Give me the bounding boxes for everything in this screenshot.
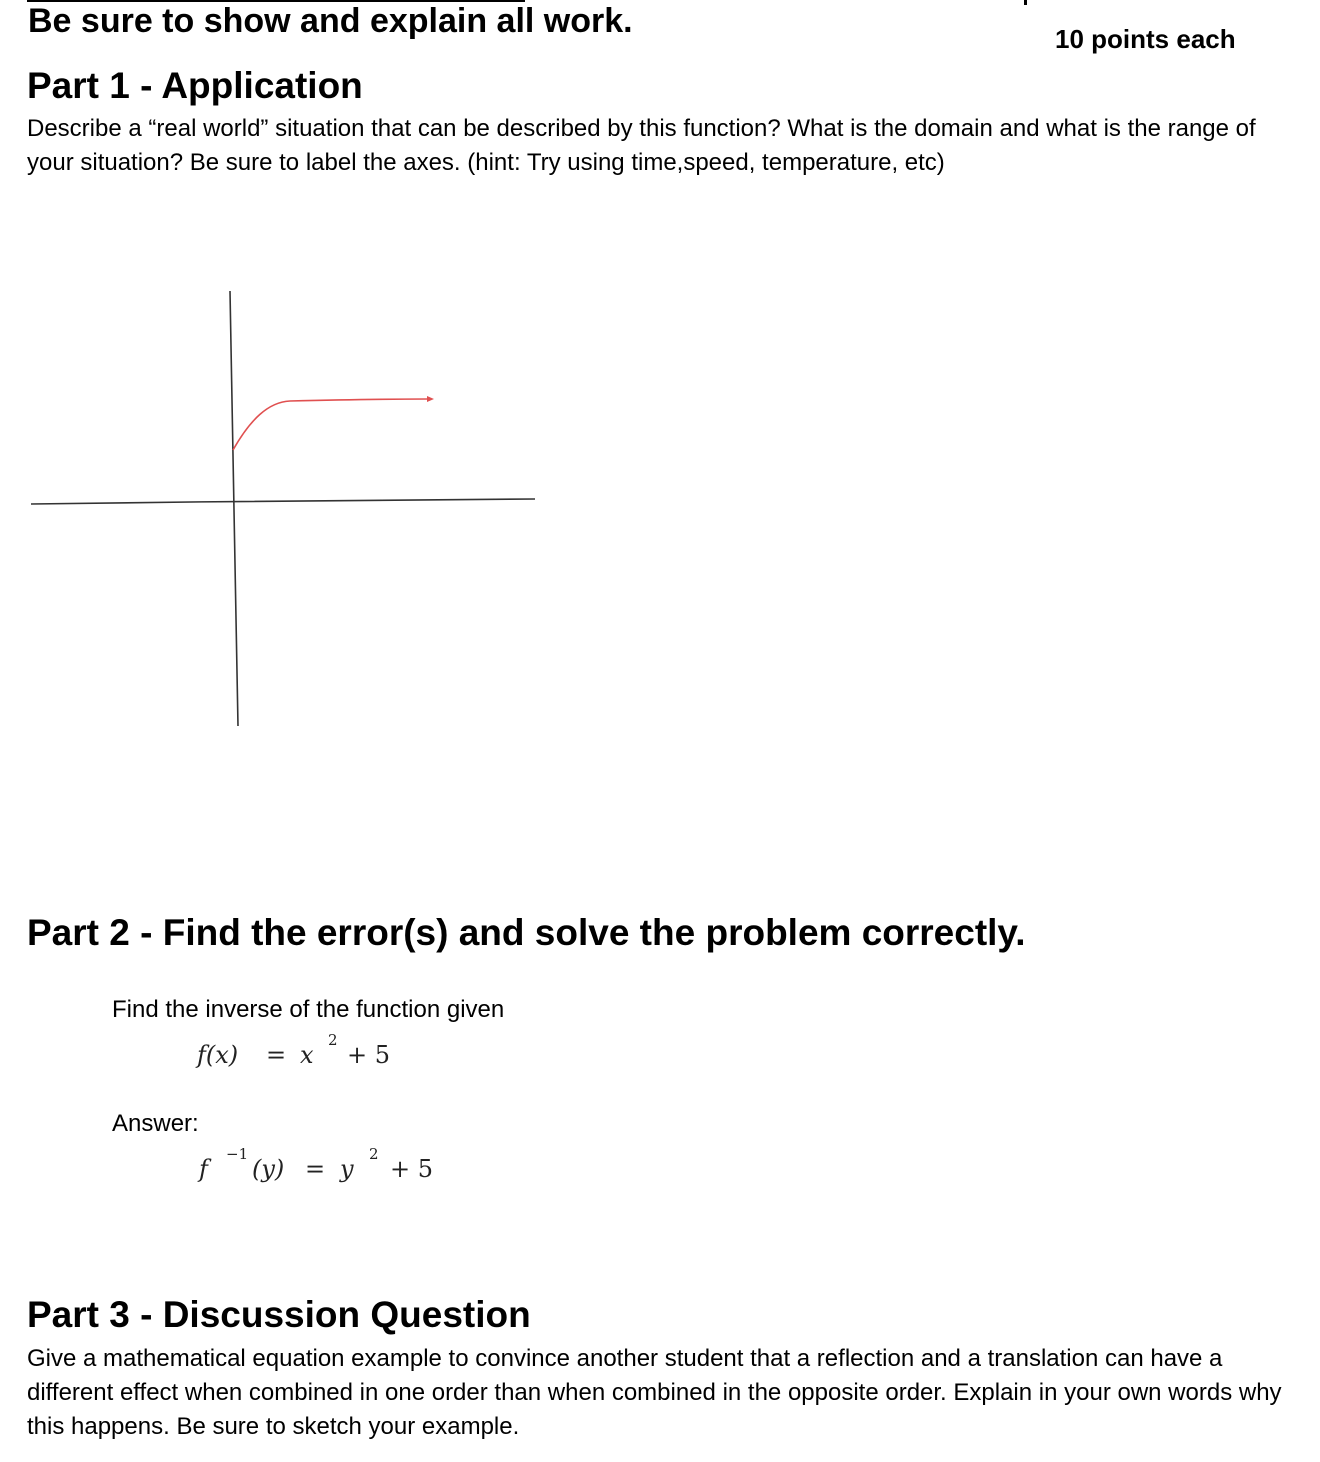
part3-text: Give a mathematical equation example to convince another student that a reflection and a translation can have a different effect when combined in one order than when combined in the opposite order. Explain in your own words why this happens. Be sure to sketch your example. xyxy=(27,1345,1282,1440)
function-rest: + 5 xyxy=(347,1041,391,1069)
function-lhs: f(x) xyxy=(197,1041,239,1069)
points-label: 10 points each xyxy=(1055,24,1236,54)
part1-heading: Part 1 - Application xyxy=(27,65,363,106)
function-base: x xyxy=(300,1041,314,1069)
part3-heading: Part 3 - Discussion Question xyxy=(27,1294,531,1335)
instruction-heading: Be sure to show and explain all work. xyxy=(28,2,633,40)
part2-heading: Part 2 - Find the error(s) and solve the problem correctly. xyxy=(27,912,1026,953)
function-exponent: 2 xyxy=(328,1031,338,1049)
curve-arrowhead xyxy=(427,396,434,402)
function-curve xyxy=(233,399,428,450)
answer-base: y xyxy=(340,1155,354,1183)
answer-equals: = xyxy=(305,1155,326,1183)
answer-argument: (y) xyxy=(252,1155,285,1183)
function-equals: = xyxy=(266,1041,287,1069)
answer-label: Answer: xyxy=(112,1110,199,1137)
part2-prompt: Find the inverse of the function given xyxy=(112,996,505,1023)
y-axis xyxy=(230,291,238,726)
x-axis xyxy=(31,499,535,504)
answer-exponent: 2 xyxy=(369,1145,379,1163)
part1-text: Describe a “real world” situation that can be described by this function? What is the domain and what is the range of your situation? Be sure to label the axes. (hint: Try using time,speed, temperature, etc) xyxy=(27,115,1256,176)
answer-f: f xyxy=(199,1155,208,1183)
answer-inverse-exponent: −1 xyxy=(226,1145,249,1163)
answer-rest: + 5 xyxy=(390,1155,434,1183)
